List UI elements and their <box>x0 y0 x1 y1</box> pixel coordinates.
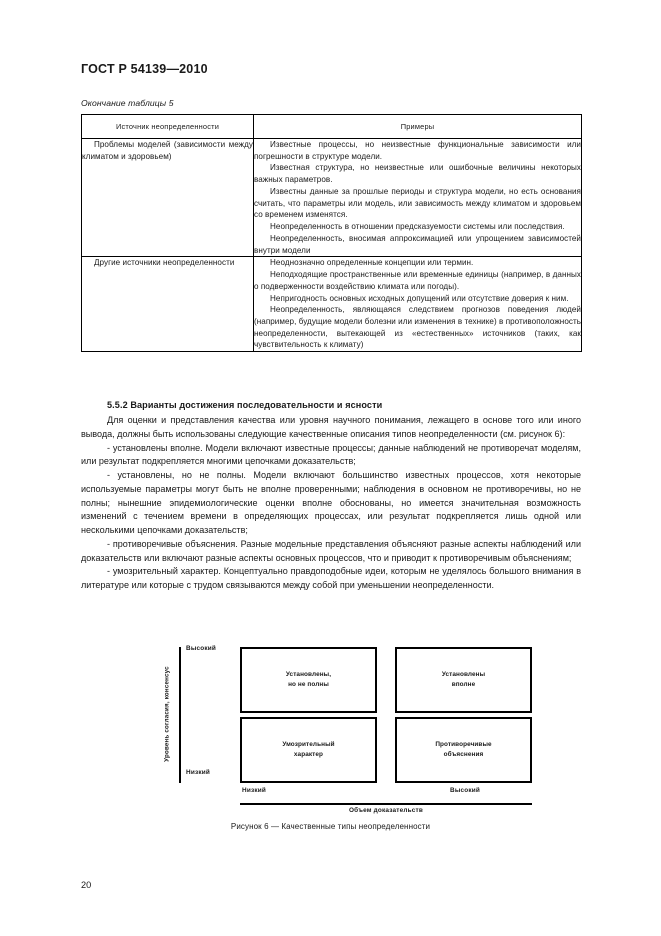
cell-source <box>82 257 254 352</box>
quadrant-well-established: Установлены вполне <box>395 647 532 713</box>
y-tick-high: Высокий <box>186 645 216 652</box>
source-text: Проблемы моделей (зависимости между климатом и здоровьем) <box>82 140 253 161</box>
example-item: Неопределенность, вносимая аппроксимацией или упрощением зависимостей внутри модели <box>254 233 581 255</box>
example-item: Неопределенность, являющаяся следствием прогнозов поведения людей (например, будущие модели болезни или изменения в технике) в противоположность неопределенности, вытекающей из «естественных» источников (таких, как чувствительность к климату) <box>254 305 581 350</box>
table-header-row <box>82 115 582 139</box>
y-axis-label-wrap <box>160 645 174 783</box>
example-item: Известная структура, но неизвестные или ошибочные величины некоторых важных параметров. <box>254 163 581 185</box>
example-item: Известные процессы, но неизвестные функциональные зависимости или погрешности в структуре модели. <box>254 140 581 161</box>
example-item: Неподходящие пространственные или временные единицы (например, в данных о подверженности воздействию климата или погоды). <box>254 270 581 291</box>
uncertainty-matrix-figure <box>160 645 540 815</box>
standard-number-header: ГОСТ Р 54139—2010 <box>81 62 208 76</box>
cell-examples <box>254 257 582 352</box>
source-text: Другие источники неопределенности <box>94 258 235 268</box>
section-heading: 5.5.2 Варианты достижения последовательности и ясности <box>107 400 383 410</box>
paragraph: - противоречивые объяснения. Разные модельные представления объясняют разные аспекты наблюдений или доказательств или включают разные аспекты основных процессов, что и приводит к противоречивым объяснениям; <box>81 538 581 563</box>
quadrant-speculative: Умозрительный характер <box>240 717 377 783</box>
x-tick-low: Низкий <box>242 787 266 794</box>
y-axis-label: Уровень согласия, консенсус <box>163 666 171 762</box>
y-axis-line <box>179 647 181 783</box>
section-body <box>81 414 581 593</box>
quadrant-established-incomplete: Установлены, но не полны <box>240 647 377 713</box>
cell-examples <box>254 139 582 257</box>
quadrant-competing-explanations: Противоречивые объяснения <box>395 717 532 783</box>
x-axis-line <box>240 803 532 805</box>
x-axis-label: Объем доказательств <box>349 807 423 814</box>
paragraph: - умозрительный характер. Концептуально правдоподобные идеи, которым не уделялось большого внимания в литературе или которые с трудом связываются между собой при уменьшении неопределенности. <box>81 566 581 590</box>
example-item: Неопределенность в отношении предсказуемости системы или последствия. <box>270 222 565 232</box>
example-item: Непригодность основных исходных допущений или отсутствие доверия к ним. <box>270 293 569 303</box>
paragraph: - установлены вполне. Модели включают известные процессы; данные наблюдений не противоречат моделям, или результат подкрепляется многими цепочками доказательств; <box>81 442 581 467</box>
paragraph: Для оценки и представления качества или уровня научного понимания, лежащего в основе того или иного вывода, должны быть использованы следующие качественные описания типов неопределенности (см. рисунок 6): <box>81 415 581 439</box>
example-item: Известны данные за прошлые периоды и структура модели, но есть основания считать, что параметры или модель, или зависимость между климатом и здоровьем со временем изменятся. <box>254 186 581 220</box>
column-header-source: Источник неопределенности <box>82 115 254 139</box>
table-row <box>82 139 582 257</box>
figure-caption: Рисунок 6 — Качественные типы неопределенности <box>230 822 431 831</box>
cell-source <box>82 139 254 257</box>
table-row <box>82 257 582 352</box>
example-item: Неоднозначно определенные концепции или термин. <box>270 258 474 268</box>
column-header-examples: Примеры <box>254 115 582 139</box>
table-continuation-label: Окончание таблицы 5 <box>81 98 174 108</box>
page-number: 20 <box>81 880 92 890</box>
uncertainty-sources-table <box>81 114 582 352</box>
x-tick-high: Высокий <box>450 787 480 794</box>
y-tick-low: Низкий <box>186 769 210 776</box>
paragraph: - установлены, но не полны. Модели включают большинство известных процессов, хотя некоторые используемые параметры могут быть не вполне проверенными; наблюдения в основном не противоречивы, но не полны; нынешние эпидемиологические оценки вполне обоснованы, но имеется значительная возможность изменений с течением времени в определяющих процессах, или результат подкрепляется лишь одной или несколькими цепочками доказательств; <box>81 470 581 535</box>
quadrant-grid <box>240 647 532 783</box>
